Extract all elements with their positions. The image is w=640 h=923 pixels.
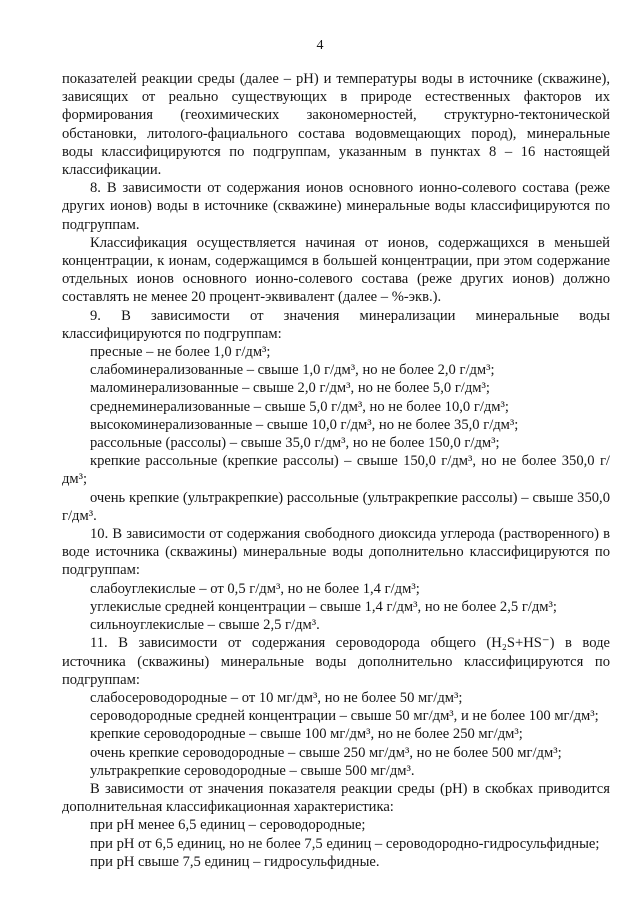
list-item: при pH менее 6,5 единиц – сероводородные;: [90, 817, 366, 834]
document-body: [62, 70, 610, 871]
list-item: слабосероводородные – от 10 мг/дм³, но не более 50 мг/дм³;: [90, 689, 463, 706]
list-item: среднеминерализованные – свыше 5,0 г/дм³, но не более 10,0 г/дм³;: [90, 398, 509, 415]
paragraph: 8. В зависимости от содержания ионов основного ионно-солевого состава (реже других ионов) воды в источнике (скважине) минеральные воды классифицируются по подгруппам.: [62, 180, 610, 233]
list-item: крепкие сероводородные – свыше 100 мг/дм³, но не более 250 мг/дм³;: [90, 726, 523, 743]
list-item: очень крепкие сероводородные – свыше 250 мг/дм³, но не более 500 мг/дм³;: [90, 744, 562, 761]
list-item: сильноуглекислые – свыше 2,5 г/дм³.: [90, 617, 320, 634]
list-item: высокоминерализованные – свыше 10,0 г/дм³, но не более 35,0 г/дм³;: [90, 416, 519, 433]
list-item: пресные – не более 1,0 г/дм³;: [90, 344, 271, 361]
list-item: рассольные (рассолы) – свыше 35,0 г/дм³, но не более 150,0 г/дм³;: [90, 435, 500, 452]
list-item: маломинерализованные – свыше 2,0 г/дм³, но не более 5,0 г/дм³;: [90, 380, 490, 397]
paragraph: 9. В зависимости от значения минерализации минеральные воды классифицируются по подгруппам:: [62, 307, 610, 342]
paragraph: показателей реакции среды (далее – pH) и температуры воды в источнике (скважине), зависящих от реально существующих в природе естественных факторов их формирования (геохимических закономерностей, структурно-тектонической обстановки, литолого-фациального состава водовмещающих пород), минеральные воды классифицируются по подгруппам, указанным в пунктах 8 – 16 настоящей классификации.: [62, 71, 610, 179]
list-item: углекислые средней концентрации – свыше 1,4 г/дм³, но не более 2,5 г/дм³;: [90, 598, 557, 615]
list-item: крепкие рассольные (крепкие рассолы) – свыше 150,0 г/дм³, но не более 350,0 г/дм³;: [62, 453, 610, 488]
list-item: очень крепкие (ультракрепкие) рассольные (ультракрепкие рассолы) – свыше 350,0 г/дм³.: [62, 489, 610, 524]
list-item: при pH свыше 7,5 единиц – гидросульфидные.: [90, 853, 380, 870]
page-number: 4: [316, 38, 324, 53]
list-item: сероводородные средней концентрации – свыше 50 мг/дм³, и не более 100 мг/дм³;: [90, 708, 599, 725]
list-item: слабоуглекислые – от 0,5 г/дм³, но не более 1,4 г/дм³;: [90, 580, 420, 597]
list-item: слабоминерализованные – свыше 1,0 г/дм³, но не более 2,0 г/дм³;: [90, 362, 495, 379]
list-item: ультракрепкие сероводородные – свыше 500 мг/дм³.: [90, 762, 415, 779]
paragraph: 11. В зависимости от содержания сероводорода общего (H₂S+HS⁻) в воде источника (скважины) минеральные воды дополнительно классифицируются по подгруппам:: [62, 635, 610, 688]
paragraph: 10. В зависимости от содержания свободного диоксида углерода (растворенного) в воде источника (скважины) минеральные воды дополнительно классифицируются по подгруппам:: [62, 526, 610, 579]
list-item: при pH от 6,5 единиц, но не более 7,5 единиц – сероводородно-гидросульфидные;: [90, 835, 600, 852]
paragraph: Классификация осуществляется начиная от ионов, содержащихся в меньшей концентрации, к ионам, содержащимся в большей концентрации, при этом содержание отдельных ионов основного ионно-солевого состава (реже других ионов) должно составлять не менее 20 процент-эквивалент (далее – %-экв.).: [62, 234, 610, 306]
paragraph: В зависимости от значения показателя реакции среды (pH) в скобках приводится дополнительная классификационная характеристика:: [62, 780, 610, 816]
